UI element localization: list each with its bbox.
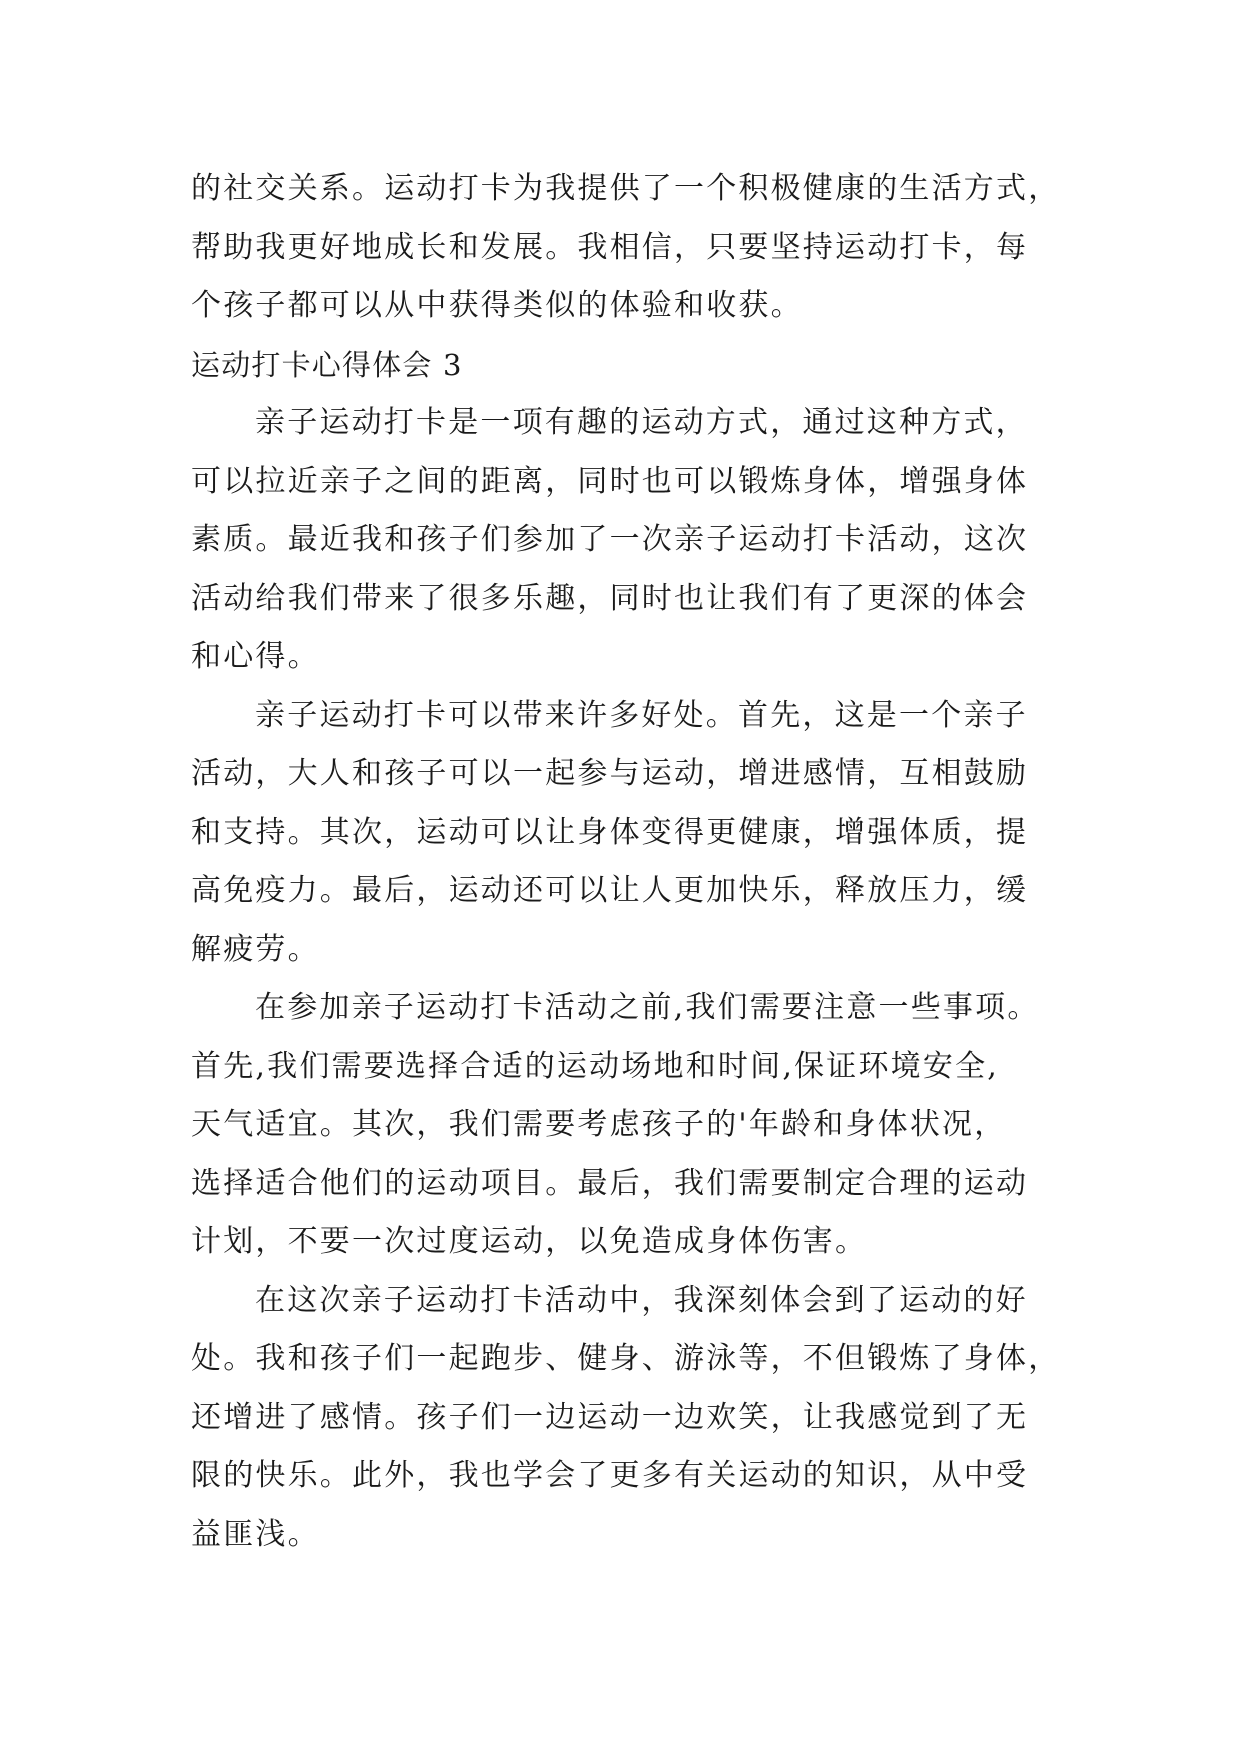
text-line: 选择适合他们的运动项目。最后，我们需要制定合理的运动 xyxy=(191,1165,1029,1201)
paragraph-1 xyxy=(191,394,1071,687)
text-line: 和心得。 xyxy=(191,639,320,674)
text-line: 的社交关系。运动打卡为我提供了一个积极健康的生活方式， xyxy=(191,171,1061,206)
text-line: 个孩子都可以从中获得类似的体验和收获。 xyxy=(191,288,803,323)
opening-paragraph xyxy=(191,160,1071,336)
text-line: 计划，不要一次过度运动，以免造成身体伤害。 xyxy=(191,1224,868,1259)
text-line: 解疲劳。 xyxy=(191,931,320,967)
text-line: 在参加亲子运动打卡活动之前,我们需要注意一些事项。 xyxy=(255,990,1040,1025)
text-line: 高免疫力。最后，运动还可以让人更加快乐，释放压力，缓 xyxy=(191,873,1029,908)
text-line: 限的快乐。此外，我也学会了更多有关运动的知识，从中受 xyxy=(191,1458,1029,1493)
text-line: 在这次亲子运动打卡活动中，我深刻体会到了运动的好 xyxy=(255,1282,1028,1318)
paragraph-4 xyxy=(191,1272,1071,1565)
document-page xyxy=(191,160,1071,1564)
text-line: 亲子运动打卡是一项有趣的运动方式，通过这种方式， xyxy=(255,405,1028,440)
text-line: 活动给我们带来了很多乐趣，同时也让我们有了更深的体会 xyxy=(191,580,1029,616)
text-line: 和支持。其次，运动可以让身体变得更健康，增强体质，提 xyxy=(191,814,1029,850)
paragraph-3 xyxy=(191,979,1071,1272)
text-line: 益匪浅。 xyxy=(191,1516,320,1552)
text-line: 还增进了感情。孩子们一边运动一边欢笑，让我感觉到了无 xyxy=(191,1399,1029,1435)
text-line: 亲子运动打卡可以带来许多好处。首先，这是一个亲子 xyxy=(255,697,1028,733)
text-line: 帮助我更好地成长和发展。我相信，只要坚持运动打卡，每 xyxy=(191,229,1029,265)
paragraph-2 xyxy=(191,687,1071,980)
section-heading: 运动打卡心得体会 3 xyxy=(191,347,463,382)
text-line: 首先,我们需要选择合适的运动场地和时间,保证环境安全, xyxy=(191,1048,1000,1084)
text-line: 素质。最近我和孩子们参加了一次亲子运动打卡活动，这次 xyxy=(191,522,1029,557)
text-line: 活动，大人和孩子可以一起参与运动，增进感情，互相鼓励 xyxy=(191,756,1029,791)
text-line: 天气适宜。其次，我们需要考虑孩子的'年龄和身体状况， xyxy=(191,1107,1007,1142)
text-line: 可以拉近亲子之间的距离，同时也可以锻炼身体，增强身体 xyxy=(191,463,1029,499)
text-line: 处。我和孩子们一起跑步、健身、游泳等，不但锻炼了身体， xyxy=(191,1341,1061,1376)
